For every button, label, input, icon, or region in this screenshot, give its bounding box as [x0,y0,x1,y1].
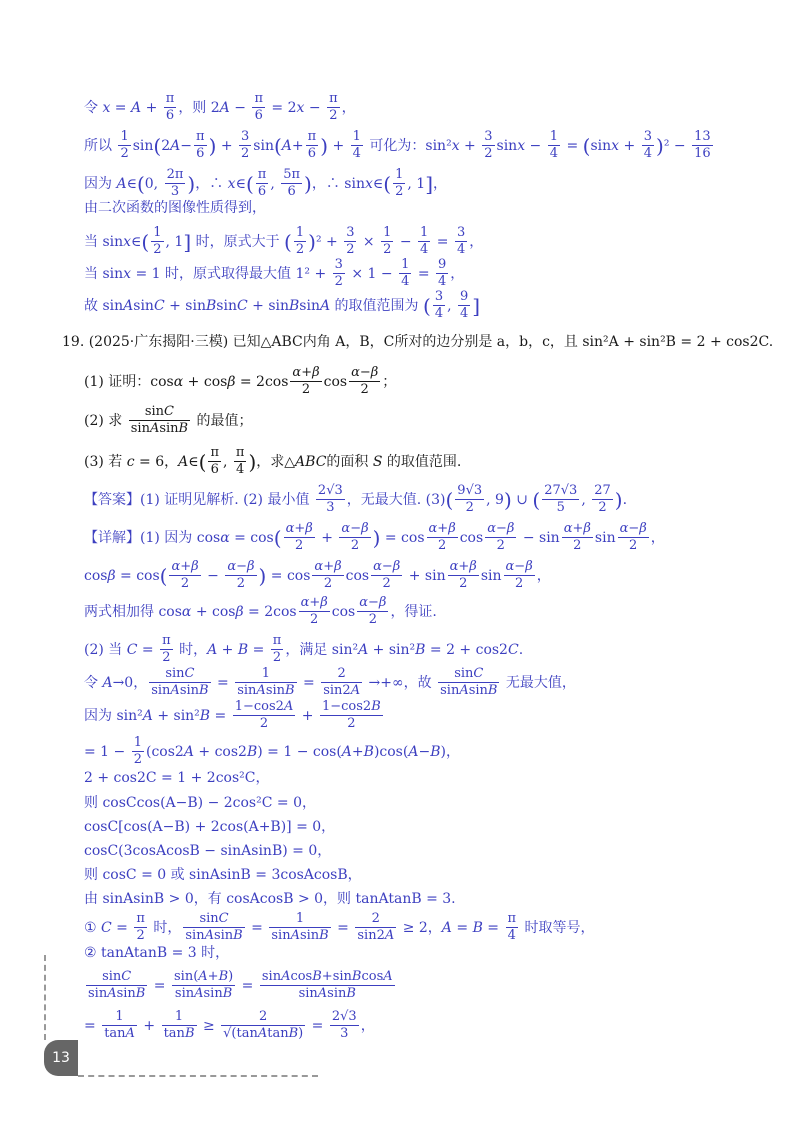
question-part-1: (1) 证明：cosα + cosβ = 2cos $\frac{\alpha+\beta}{2}$ cos $\frac{\alpha-\beta}{2}$ ； [84,365,397,398]
page-border-dashed-horizontal [78,1075,318,1077]
detail-line-10: cosC[cos(A−B) + 2cos(A+B)] = 0， [84,819,336,835]
detail-line-12: 则 cosC = 0 或 sinAsinB = 3cosAcosB， [84,867,362,883]
detail-line-17: = $\frac{1}{\tan A}$ + $\frac{1}{\tan B}$ ≥ $\frac{2}{\text{√(tanAtanB)}}$ = $\frac{2√3}{3}$ ， [84,1009,375,1042]
detail-line-2: cosβ = cos( $\frac{\alpha+\beta}{2}$ − $\frac{\alpha-\beta}{2}$ ) = cos $\frac{\alpha+\beta}{2}$ cos $\frac{\alpha-\beta}{2}$ + sin $\frac{\alpha+\beta}{2}$ sin $\frac{\alpha-\beta}{2}$ ， [84,559,551,592]
detail-line-13: 由 sinAsinB > 0，有 cosAcosB > 0，则 tanAtanB = 3. [84,891,456,907]
page-border-dashed-vertical [44,955,46,1040]
detail-line-14: ① C = $\frac{\pi}{2}$ 时， $\frac{\sin C}{\text{sinAsinB}}$ = $\frac{1}{\text{sinAsinB}}$ = $\frac{2}{\sin 2A}$ ≥ 2，A = B = $\frac{\pi}{4}$ 时取等号， [84,911,595,944]
detail-line-15: ② tanAtanB = 3 时， [84,945,230,961]
solution-line-3: 因为 A∈(0, $\frac{2\pi}{3}$ )，∴ x∈( $\frac{\pi}{6}$ , $\frac{5\pi}{6}$ )，∴ sinx∈( $\frac{1}{2}$ , 1]， [84,167,447,200]
detail-line-6: 因为 sin²A + sin²B = $\frac{1-\cos 2A}{2}$ + $\frac{1-\cos 2B}{2}$ [84,699,381,732]
detail-line-16: $\frac{\sin C}{\text{sinAsinB}}$ = $\frac{\sin(A+B)}{\text{sinAsinB}}$ = $\frac{\text{sinAcosB+sinBcosA}}{\text{sinAsinB}}$ [88,969,393,1002]
question-19: 19. (2025·广东揭阳·三模) 已知△ABC内角 A，B，C所对的边分别是 a，b，c，且 sin²A + sin²B = 2 + cos2C. [62,334,774,350]
solution-line-5: 当 sinx∈( $\frac{1}{2}$ , 1] 时，原式大于 ( $\frac{1}{2}$ )² + $\frac{3}{2}$ × $\frac{1}{2}$ − $\frac{1}{4}$ = $\frac{3}{4}$ ， [84,225,484,258]
solution-line-2: 所以 $\frac{1}{2}$ sin(2A− $\frac{\pi}{6}$ ) + $\frac{3}{2}$ sin(A+ $\frac{\pi}{6}$ ) + $\frac{1}{4}$ 可化为：sin²x + $\frac{3}{2}$ sinx − $\frac{1}{4}$ = (sinx + $\frac{3}{4}$ )² − $\frac{13}{16}$ [84,129,711,162]
question-part-2: (2) 求 $\frac{\sin C}{\text{sinAsinB}}$ 的最值； [84,404,253,437]
detail-line-11: cosC(3cosAcosB − sinAsinB) = 0， [84,843,332,859]
detail-line-3: 两式相加得 cosα + cosβ = 2cos $\frac{\alpha+\beta}{2}$ cos $\frac{\alpha-\beta}{2}$ ，得证. [84,595,437,628]
detail-line-1: 【详解】(1) 因为 cosα = cos( $\frac{\alpha+\beta}{2}$ + $\frac{\alpha-\beta}{2}$ ) = cos $\frac{\alpha+\beta}{2}$ cos $\frac{\alpha-\beta}{2}$ − sin $\frac{\alpha+\beta}{2}$ sin $\frac{\alpha-\beta}{2}$ ， [84,521,665,554]
detail-line-7: = 1 − $\frac{1}{2}$ (cos2A + cos2B) = 1 − cos(A+B)cos(A−B)， [84,735,460,768]
solution-line-4: 由二次函数的图像性质得到， [84,200,266,216]
solution-line-7: 故 sinAsinC + sinBsinC + sinBsinA 的取值范围为 ( $\frac{3}{4}$ , $\frac{9}{4}$ ] [84,289,481,322]
detail-line-9: 则 cosCcos(A−B) − 2cos²C = 0， [84,795,316,811]
page-number: 13 [44,1040,78,1076]
solution-line-1: 令 x = A + $\frac{\pi}{6}$ ，则 2A − $\frac{\pi}{6}$ = 2x − $\frac{\pi}{2}$ ， [84,91,356,124]
solution-line-6: 当 sinx = 1 时，原式取得最大值 1² + $\frac{3}{2}$ × 1 − $\frac{1}{4}$ = $\frac{9}{4}$ ， [84,257,465,290]
detail-line-5: 令 A→0， $\frac{\sin C}{\text{sinAsinB}}$ = $\frac{1}{\text{sinAsinB}}$ = $\frac{2}{\sin 2A}$ →+∞，故 $\frac{\sin C}{\text{sinAsinB}}$ 无最大值， [84,666,576,699]
question-part-3: (3) 若 c = 6，A∈( $\frac{\pi}{6}$ , $\frac{\pi}{4}$ )，求△ABC的面积 S 的取值范围. [84,445,462,478]
detail-line-8: 2 + cos2C = 1 + 2cos²C， [84,770,270,786]
detail-line-4: (2) 当 C = $\frac{\pi}{2}$ 时，A + B = $\frac{\pi}{2}$ ，满足 sin²A + sin²B = 2 + cos2C. [84,633,524,666]
answer-line: 【答案】(1) 证明见解析. (2) 最小值 $\frac{2√3}{3}$ ，无最大值. (3)( $\frac{9√3}{2}$ , 9) ∪ ( $\frac{27√3}{5}$ , $\frac{27}{2}$ ). [84,483,628,516]
